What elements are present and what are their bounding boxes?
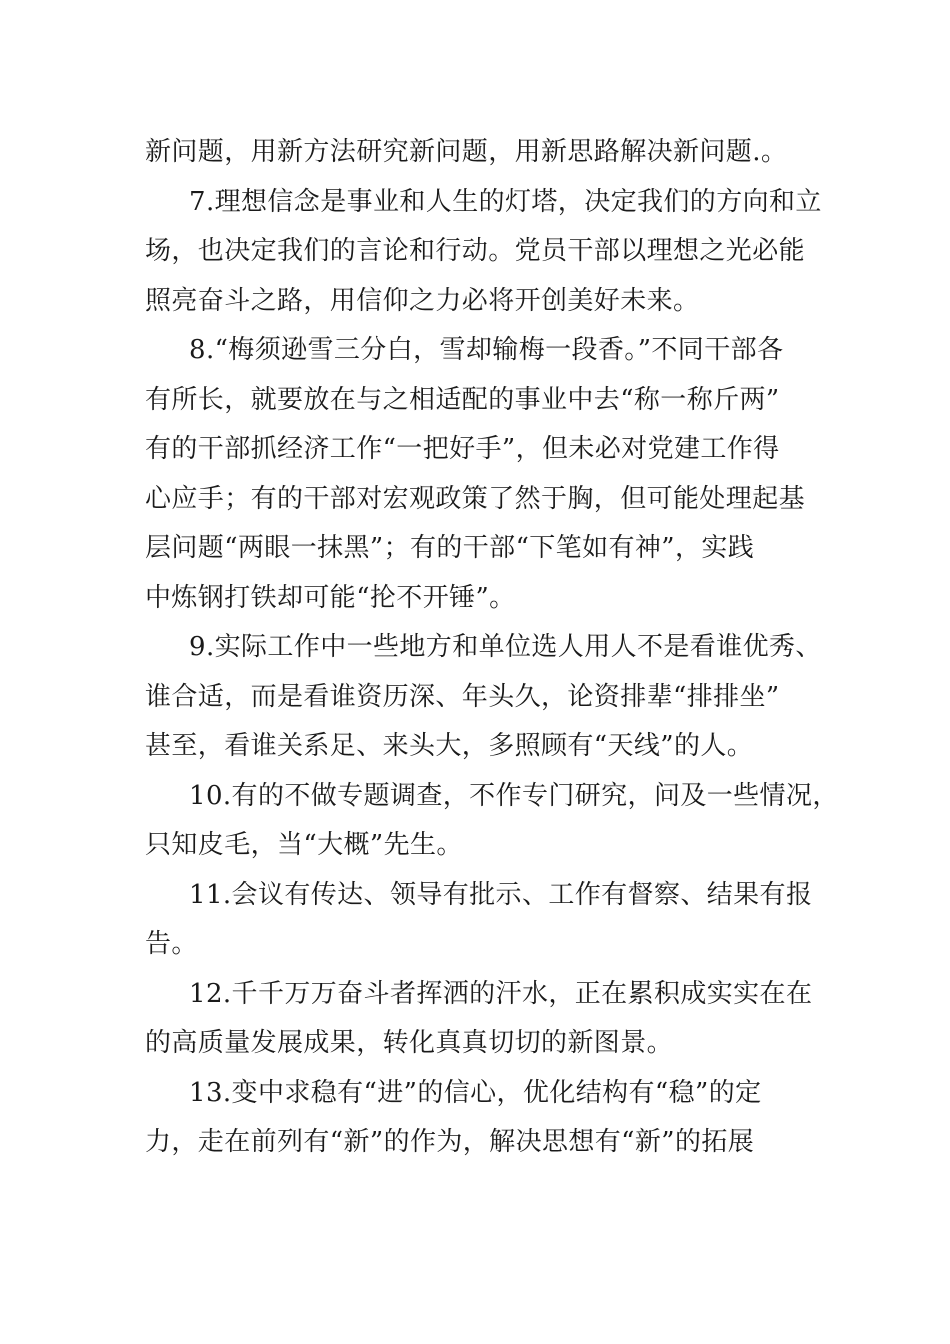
text-line: 11.会议有传达、领导有批示、工作有督察、结果有报 — [189, 879, 813, 910]
paragraph-12 — [145, 970, 825, 1069]
paragraph-9 — [145, 623, 825, 772]
text-line: 有的干部抓经济工作“一把好手”，但未必对党建工作得 — [145, 434, 780, 464]
text-line: 9.实际工作中一些地方和单位选人用人不是看谁优秀、 — [189, 632, 822, 662]
text-line: 有所长，就要放在与之相适配的事业中去“称一称斤两” — [145, 384, 780, 415]
text-line: 层问题“两眼一抹黑”；有的干部“下笔如有神”，实践 — [145, 533, 755, 563]
text-line: 告。 — [145, 929, 198, 959]
text-line: 甚至，看谁关系足、来头大，多照顾有“天线”的人。 — [145, 731, 754, 761]
text-line: 中炼钢打铁却可能“抡不开锤”。 — [145, 582, 516, 613]
paragraph-continuation — [145, 128, 825, 178]
text-line: 13.变中求稳有“进”的信心，优化结构有“稳”的定 — [189, 1077, 762, 1108]
text-line: 新问题，用新方法研究新问题，用新思路解决新问题.。 — [145, 137, 788, 167]
paragraph-8 — [145, 326, 825, 623]
text-line: 的高质量发展成果，转化真真切切的新图景。 — [145, 1028, 674, 1058]
paragraph-7 — [145, 178, 825, 327]
document-body — [145, 128, 839, 1168]
text-line: 场，也决定我们的言论和行动。党员干部以理想之光必能 — [145, 236, 806, 266]
text-line: 8.“梅须逊雪三分白，雪却输梅一段香。”不同干部各 — [189, 335, 784, 365]
text-line: 照亮奋斗之路，用信仰之力必将开创美好未来。 — [145, 285, 700, 316]
paragraph-10 — [145, 772, 839, 871]
text-line: 心应手；有的干部对宏观政策了然于胸，但可能处理起基 — [145, 483, 806, 514]
text-line: 10.有的不做专题调查，不作专门研究，问及一些情况， — [189, 780, 839, 811]
text-line: 谁合适，而是看谁资历深、年头久，论资排辈“排排坐” — [145, 681, 780, 712]
text-line: 力，走在前列有“新”的作为，解决思想有“新”的拓展 — [145, 1127, 755, 1157]
text-line: 12.千千万万奋斗者挥洒的汗水，正在累积成实实在在 — [189, 978, 813, 1009]
text-line: 7.理想信念是事业和人生的灯塔，决定我们的方向和立 — [189, 186, 822, 217]
paragraph-13 — [145, 1069, 825, 1168]
paragraph-11 — [145, 871, 825, 970]
text-line: 只知皮毛，当“大概”先生。 — [145, 830, 463, 860]
